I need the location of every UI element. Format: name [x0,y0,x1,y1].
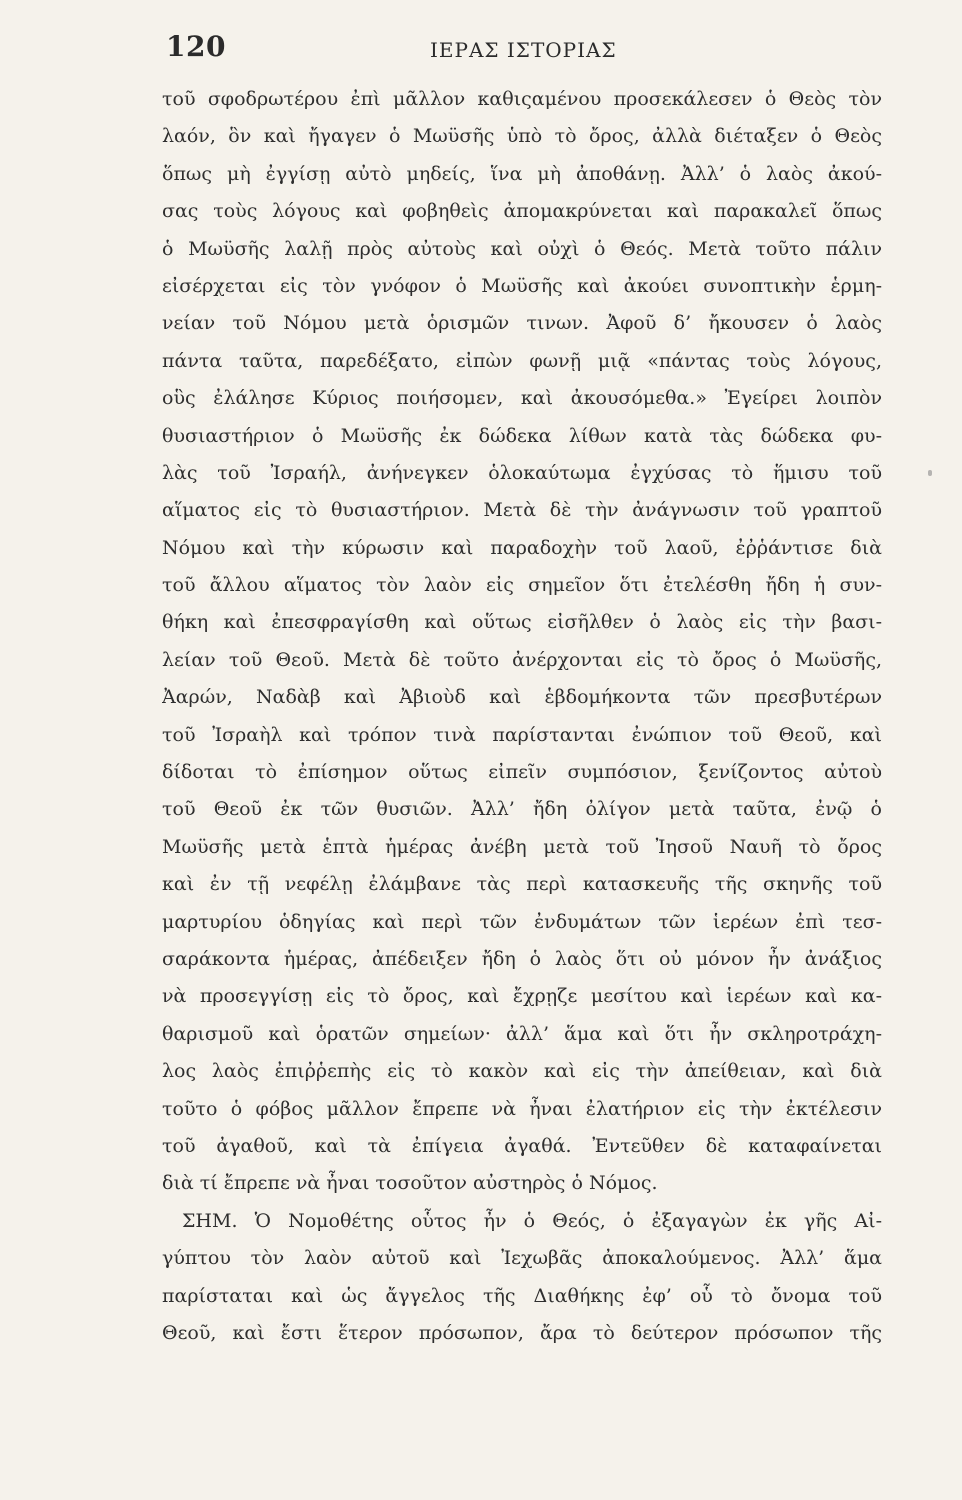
text-line: τοῦ σφοδρωτέρου ἐπὶ μᾶλλον καθιςαμένου προσεκάλεσεν ὁ Θεὸς τὸν [162,88,882,110]
note-line: γύπτου τὸν λαὸν αὐτοῦ καὶ Ἰεχωβᾶς ἀποκαλούμενος. Ἀλλ’ ἅμα [162,1247,882,1270]
text-line: πάντα ταῦτα, παρεδέξατο, εἰπὼν φωνῇ μιᾷ «πάντας τοὺς λόγους, [162,349,882,372]
note-line: παρίσταται καὶ ὡς ἄγγελος τῆς Διαθήκης ἐφ’ οὗ τὸ ὄνομα τοῦ [162,1284,882,1307]
text-line: λος λαὸς ἐπιῤῥεπὴς εἰς τὸ κακὸν καὶ εἰς τὴν ἀπείθειαν, καὶ διὰ [162,1060,882,1083]
text-line: ὅπως μὴ ἐγγίσῃ αὐτὸ μηδείς, ἵνα μὴ ἀποθάνῃ. Ἀλλ’ ὁ λαὸς ἀκού- [162,162,882,185]
text-line: τοῦ Ἰσραὴλ καὶ τρόπον τινὰ παρίστανται ἐνώπιον τοῦ Θεοῦ, καὶ [162,723,882,746]
text-line: αἵματος εἰς τὸ θυσιαστήριον. Μετὰ δὲ τὴν ἀνάγνωσιν τοῦ γραπτοῦ [162,499,882,522]
text-line: Νόμου καὶ τὴν κύρωσιν καὶ παραδοχὴν τοῦ λαοῦ, ἐῤῥάντισε διὰ [162,536,882,559]
text-line: Ἀαρών, Ναδὰβ καὶ Ἀβιοὺδ καὶ ἑβδομήκοντα τῶν πρεσβυτέρων [162,686,882,709]
margin-speck [928,470,932,476]
text-line: τοῦ ἄλλου αἵματος τὸν λαὸν εἰς σημεῖον ὅτι ἐτελέσθη ἤδη ἡ συν- [162,574,882,597]
page-number: 120 [166,30,226,63]
text-line: τοῦ ἀγαθοῦ, καὶ τὰ ἐπίγεια ἀγαθά. Ἐντεῦθεν δὲ καταφαίνεται [162,1134,882,1157]
note-line: ΣΗΜ. Ὁ Νομοθέτης οὗτος ἦν ὁ Θεός, ὁ ἐξαγαγὼν ἐκ γῆς Αἰ- [182,1209,882,1232]
body-text [162,81,882,1352]
text-line: ὁ Μωϋσῆς λαλῇ πρὸς αὐτοὺς καὶ οὐχὶ ὁ Θεός. Μετὰ τοῦτο πάλιν [162,237,882,260]
text-line: λείαν τοῦ Θεοῦ. Μετὰ δὲ τοῦτο ἀνέρχονται εἰς τὸ ὄρος ὁ Μωϋσῆς, [162,648,882,671]
running-title: ΙΕΡΑΣ ΙΣΤΟΡΙΑΣ [430,38,617,62]
text-line: καὶ ἐν τῇ νεφέλῃ ἐλάμβανε τὰς περὶ κατασκευῆς τῆς σκηνῆς τοῦ [162,873,882,896]
text-line: σαράκοντα ἡμέρας, ἀπέδειξεν ἤδη ὁ λαὸς ὅτι οὐ μόνον ἦν ἀνάξιος [162,947,882,970]
text-line: θυσιαστήριον ὁ Μωϋσῆς ἐκ δώδεκα λίθων κατὰ τὰς δώδεκα φυ- [162,424,882,447]
text-line: δίδοται τὸ ἐπίσημον οὕτως εἰπεῖν συμπόσιον, ξενίζοντος αὐτοὺ [162,761,882,784]
text-line: λαόν, ὃν καὶ ἤγαγεν ὁ Μωϋσῆς ὑπὸ τὸ ὄρος, ἀλλὰ διέταξεν ὁ Θεὸς [162,125,882,148]
text-line: μαρτυρίου ὁδηγίας καὶ περὶ τῶν ἐνδυμάτων τῶν ἱερέων ἐπὶ τεσ- [162,910,882,933]
text-line: θήκη καὶ ἐπεσφραγίσθη καὶ οὕτως εἰσῆλθεν ὁ λαὸς εἰς τὴν βασι- [162,611,882,634]
text-line: οὓς ἐλάλησε Κύριος ποιήσομεν, καὶ ἀκουσόμεθα.» Ἐγείρει λοιπὸν [162,387,882,410]
text-line: εἰσέρχεται εἰς τὸν γνόφον ὁ Μωϋσῆς καὶ ἀκούει συνοπτικὴν ἑρμη- [162,274,882,297]
page-header [162,30,882,70]
note-line: Θεοῦ, καὶ ἔστι ἕτερον πρόσωπον, ἄρα τὸ δεύτερον πρόσωπον τῆς [162,1321,882,1344]
text-line: λὰς τοῦ Ἰσραήλ, ἀνήνεγκεν ὁλοκαύτωμα ἐγχύσας τὸ ἥμισυ τοῦ [162,461,882,484]
text-line: νείαν τοῦ Νόμου μετὰ ὁρισμῶν τινων. Ἀφοῦ δ’ ἤκουσεν ὁ λαὸς [162,312,882,335]
text-line: τοῦτο ὁ φόβος μᾶλλον ἔπρεπε νὰ ἦναι ἐλατήριον εἰς τὴν ἐκτέλεσιν [162,1097,882,1120]
text-line: τοῦ Θεοῦ ἐκ τῶν θυσιῶν. Ἀλλ’ ἤδη ὀλίγον μετὰ ταῦτα, ἐνῷ ὁ [162,798,882,821]
text-line: διὰ τί ἔπρεπε νὰ ἦναι τοσοῦτον αὐστηρὸς ὁ Νόμος. [162,1172,658,1195]
text-line: θαρισμοῦ καὶ ὁρατῶν σημείων· ἀλλ’ ἅμα καὶ ὅτι ἦν σκληροτράχη- [162,1022,882,1045]
text-line: νὰ προσεγγίσῃ εἰς τὸ ὄρος, καὶ ἔχρῃζε μεσίτου καὶ ἱερέων καὶ κα- [162,985,882,1008]
text-line: Μωϋσῆς μετὰ ἑπτὰ ἡμέρας ἀνέβη μετὰ τοῦ Ἰησοῦ Ναυῆ τὸ ὄρος [162,835,882,858]
text-line: σας τοὺς λόγους καὶ φοβηθεὶς ἀπομακρύνεται καὶ παρακαλεῖ ὅπως [162,200,882,223]
